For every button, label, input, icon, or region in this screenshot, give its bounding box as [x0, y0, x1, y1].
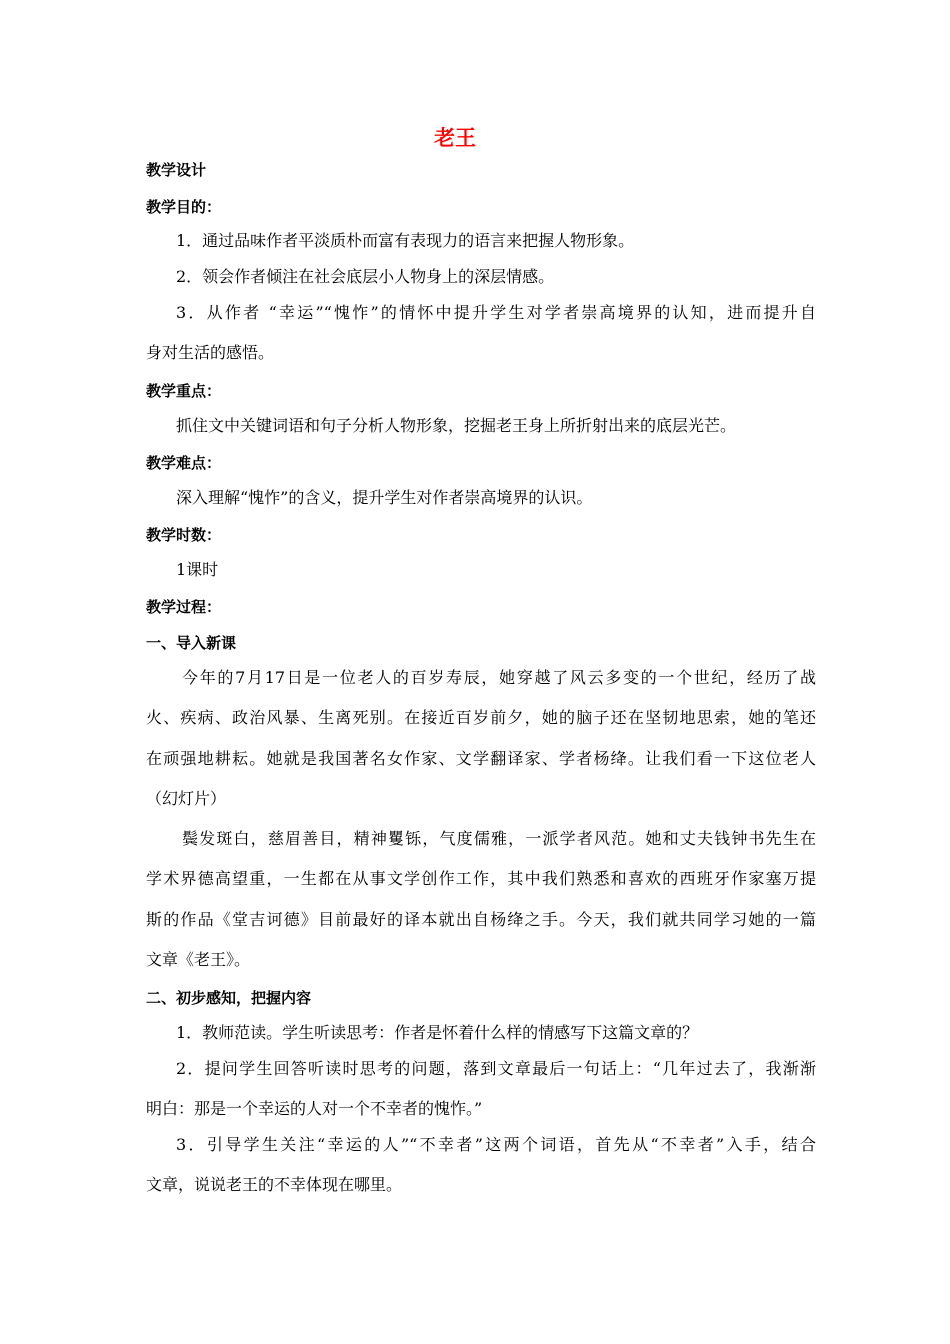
objectives-heading: 教学目的： — [146, 198, 222, 216]
part1-paragraph1-line2: 火、疾病、政治风暴、生离死别。在接近百岁前夕，她的脑子还在坚韧地思索，她的笔还 — [146, 708, 816, 727]
part1-paragraph1-line4: （幻灯片） — [146, 789, 227, 808]
part1-paragraph2-line4: 文章《老王》。 — [146, 950, 251, 969]
part2-item-3-continued: 文章，说说老王的不幸体现在哪里。 — [146, 1175, 403, 1194]
part2-item-2-continued: 明白：那是一个幸运的人对一个不幸者的愧怍。” — [146, 1099, 483, 1118]
difficulties-heading: 教学难点： — [146, 454, 222, 472]
difficulties-text: 深入理解“愧怍”的含义，提升学生对作者崇高境界的认识。 — [176, 488, 593, 507]
key-points-heading: 教学重点： — [146, 382, 222, 400]
part1-heading: 一、导入新课 — [146, 634, 237, 652]
part2-heading: 二、初步感知，把握内容 — [146, 989, 312, 1007]
key-points-text: 抓住文中关键词语和句子分析人物形象，挖掘老王身上所折射出来的底层光芒。 — [176, 416, 737, 435]
hours-heading: 教学时数： — [146, 526, 222, 544]
part1-paragraph1-line3: 在顽强地耕耘。她就是我国著名女作家、文学翻译家、学者杨绛。让我们看一下这位老人 — [146, 749, 816, 768]
part1-paragraph1-line1: 今年的7月17日是一位老人的百岁寿辰，她穿越了风云多变的一个世纪，经历了战 — [182, 668, 816, 687]
part1-paragraph2-line2: 学术界德高望重，一生都在从事文学创作工作，其中我们熟悉和喜欢的西班牙作家塞万提 — [146, 869, 816, 888]
part1-paragraph2-line1: 鬓发斑白，慈眉善目，精神矍铄，气度儒雅，一派学者风范。她和丈夫钱钟书先生在 — [182, 829, 816, 848]
objective-item-3: 3．从作者 “幸运”“愧怍”的情怀中提升学生对学者崇高境界的认知，进而提升自 — [176, 303, 816, 322]
part1-paragraph2-line3: 斯的作品《堂吉诃德》目前最好的译本就出自杨绛之手。今天，我们就共同学习她的一篇 — [146, 910, 816, 929]
part2-item-2: 2．提问学生回答听读时思考的问题，落到文章最后一句话上：“几年过去了，我渐渐 — [176, 1059, 816, 1078]
objective-item-2: 2．领会作者倾注在社会底层小人物身上的深层情感。 — [176, 267, 555, 286]
document-title: 老王 — [434, 126, 476, 150]
process-heading: 教学过程： — [146, 598, 222, 616]
part2-item-1: 1．教师范读。学生听读思考：作者是怀着什么样的情感写下这篇文章的？ — [176, 1023, 699, 1042]
objective-item-3-continued: 身对生活的感悟。 — [146, 343, 275, 362]
part2-item-3: 3．引导学生关注“幸运的人”“不幸者”这两个词语，首先从“不幸者”入手，结合 — [176, 1135, 816, 1154]
teaching-design-heading: 教学设计 — [146, 161, 207, 179]
hours-text: 1课时 — [176, 560, 219, 579]
objective-item-1: 1．通过品味作者平淡质朴而富有表现力的语言来把握人物形象。 — [176, 231, 635, 250]
